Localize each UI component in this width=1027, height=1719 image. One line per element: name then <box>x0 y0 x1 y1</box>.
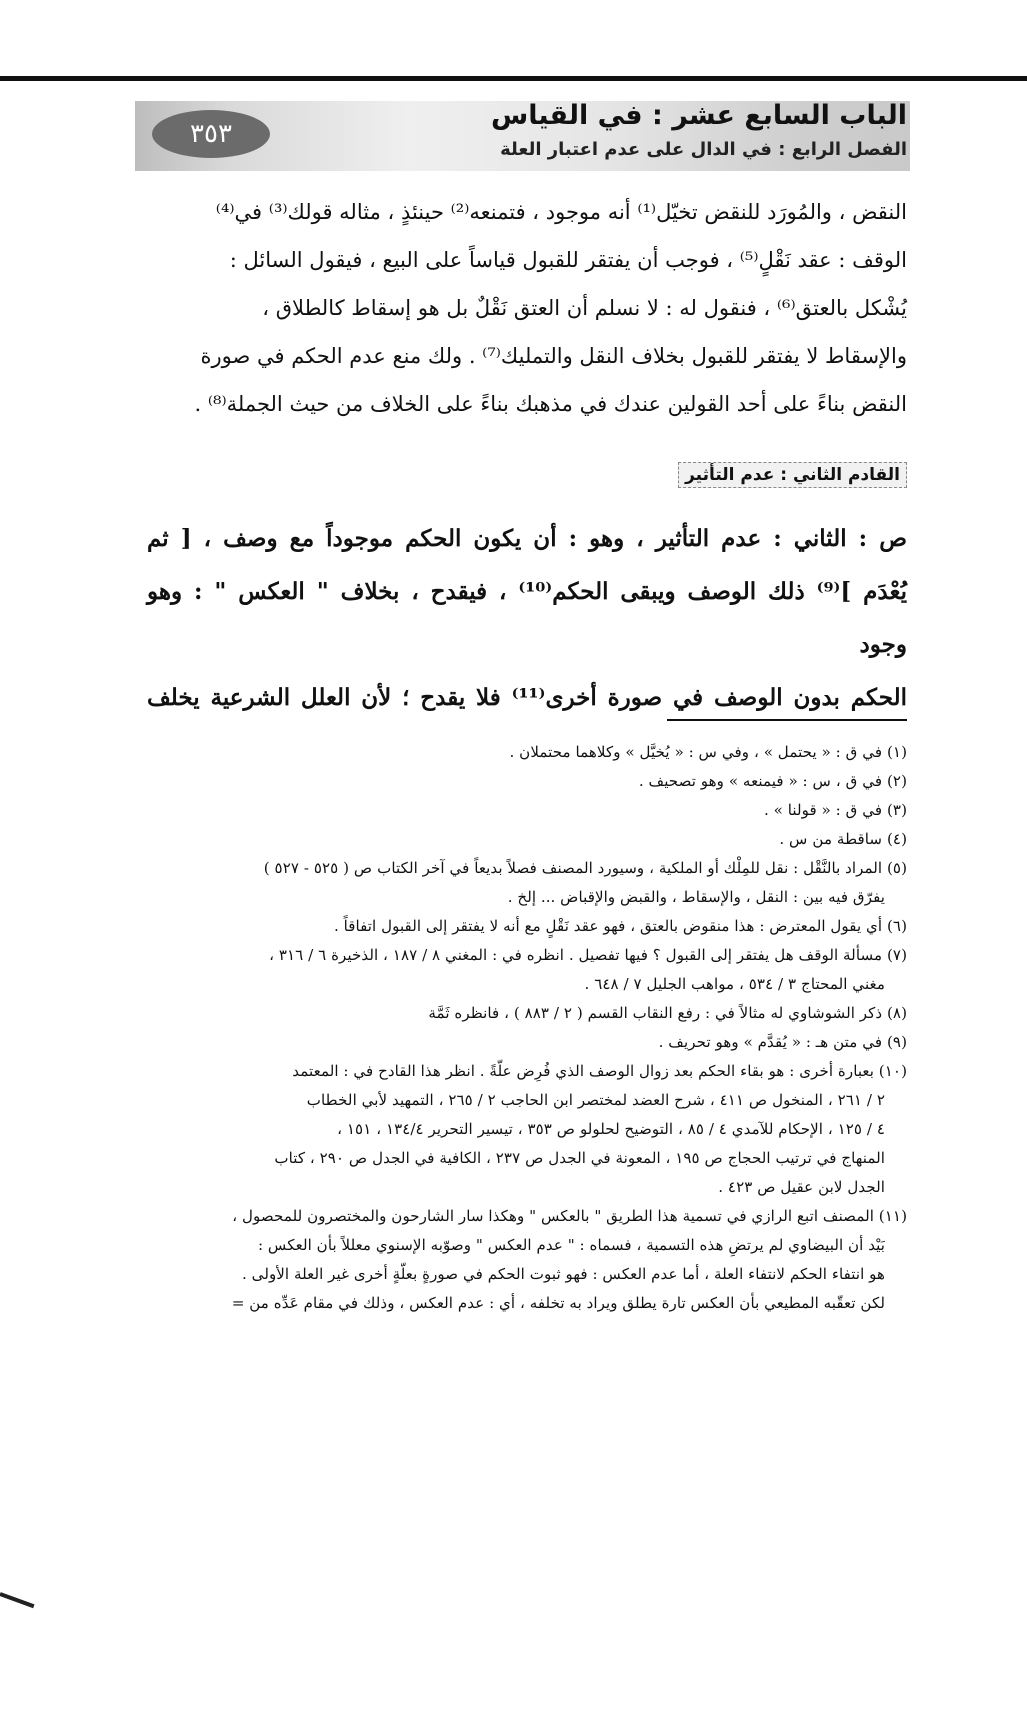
matn-text <box>147 512 907 724</box>
body-line: والإسقاط لا يفتقر للقبول بخلاف النقل والتمليك⁽⁷⁾ . ولك منع عدم الحكم في صورة <box>200 344 907 368</box>
footnote-line: (٧) مسألة الوقف هل يفتقر إلى القبول ؟ فيها تفصيل . انظره في : المغني ٨ / ١٨٧ ، الذخيرة ٦ / ٣١٦ ، <box>269 946 907 964</box>
footnote-line: (٤) ساقطة من س . <box>779 830 907 848</box>
footnote-line: بَيْد أن البيضاوي لم يرتضِ هذه التسمية ، فسماه : " عدم العكس " وصوّبه الإسنوي معللاً بأن العكس : <box>257 1236 885 1254</box>
matn-line: ص : الثاني : عدم التأثير ، وهو : أن يكون الحكم موجوداً مع وصف ، [ ثم <box>147 525 907 552</box>
footnote-line: الجدل لابن عقيل ص ٤٢٣ . <box>718 1178 885 1196</box>
matn-line: يُعْدَم ]⁽⁹⁾ ذلك الوصف ويبقى الحكم⁽¹⁰⁾ ، فيقدح ، بخلاف " العكس " : وهو وجود <box>147 578 907 658</box>
body-line: الوقف : عقد نَقْلٍ⁽⁵⁾ ، فوجب أن يفتقر للقبول قياساً على البيع ، فيقول السائل : <box>229 248 907 272</box>
footnote-line: (١١) المصنف اتبع الرازي في تسمية هذا الطريق " بالعكس " وهكذا سار الشارحون والمختصرون للمحصول ، <box>232 1207 907 1225</box>
top-rule <box>0 76 1027 81</box>
footnote-line: (٣) في ق : « قولنا » . <box>763 801 907 819</box>
body-line: النقض ، والمُورَد للنقض تخيّل⁽¹⁾ أنه موجود ، فتمنعه⁽²⁾ حينئذٍ ، مثاله قولك⁽³⁾ في⁽⁴⁾ <box>215 200 907 224</box>
footnote-line: (١٠) بعبارة أخرى : هو بقاء الحكم بعد زوال الوصف الذي فُرِض علّةً . انظر هذا القادح في : المعتمد <box>292 1062 907 1080</box>
footnote-line: لكن تعقّبه المطيعي بأن العكس تارة يطلق ويراد به تخلفه ، أي : عدم العكس ، وذلك في مقام عَدِّه من = <box>231 1294 885 1312</box>
page-number: ٣٥٣ <box>152 110 270 158</box>
footnote-line: هو انتفاء الحكم لانتفاء العلة ، أما عدم العكس : فهو ثبوت الحكم في صورةٍ بعلّةٍ أخرى غير العلة الأولى . <box>242 1265 885 1283</box>
footnote-line: (٢) في ق ، س : « فيمنعه » وهو تصحيف . <box>638 772 907 790</box>
footnote-separator <box>667 719 907 721</box>
section-subheading: القادم الثاني : عدم التأثير <box>678 462 907 488</box>
footnotes <box>140 738 907 1318</box>
chapter-title: الباب السابع عشر : في القياس <box>490 100 907 131</box>
footnote-line: مغني المحتاج ٣ / ٥٣٤ ، مواهب الجليل ٧ / ٦٤٨ . <box>584 975 885 993</box>
matn-line: الحكم بدون الوصف في صورة أخرى⁽¹¹⁾ فلا يقدح ؛ لأن العلل الشرعية يخلف <box>147 684 908 711</box>
footnote-line: ٤ / ١٢٥ ، الإحكام للآمدي ٤ / ٨٥ ، التوضيح لحلولو ص ٣٥٣ ، تيسير التحرير ١٣٤/٤ ، ١٥١ ، <box>337 1120 885 1138</box>
body-line: النقض بناءً على أحد القولين عندك في مذهبك بناءً على الخلاف من حيث الجملة⁽⁸⁾ . <box>194 392 907 416</box>
footnote-line: (٨) ذكر الشوشاوي له مثالاً في : رفع النقاب القسم ( ٢ / ٨٨٣ ) ، فانظره ثَمَّة <box>428 1004 907 1022</box>
footnote-line: يفرّق فيه بين : النقل ، والإسقاط ، والقبض والإقباض ... إلخ . <box>507 888 885 906</box>
section-title: الفصل الرابع : في الدال على عدم اعتبار العلة <box>500 139 907 160</box>
footnote-line: (٦) أي يقول المعترض : هذا منقوض بالعتق ، فهو عقد نَقْلٍ مع أنه لا يفتقر إلى القبول اتفاقاً . <box>333 917 907 935</box>
page-edge-mark <box>0 1592 35 1608</box>
footnote-line: (٥) المراد بالنَّقْل : نقل للمِلْك أو الملكية ، وسيورد المصنف فصلاً بديعاً في آخر الكتاب ص ( ٥٢٥ - ٥٢٧ ) <box>263 859 907 877</box>
footnote-line: (٩) في متن هـ : « يُقدَّم » وهو تحريف . <box>658 1033 907 1051</box>
body-line: يُشْكل بالعتق⁽⁶⁾ ، فنقول له : لا نسلم أن العتق نَقْلٌ بل هو إسقاط كالطلاق ، <box>262 296 907 320</box>
footnote-line: المنهاج في ترتيب الحجاج ص ١٩٥ ، المعونة في الجدل ص ٢٣٧ ، الكافية في الجدل ص ٢٩٠ ، كتاب <box>274 1149 885 1167</box>
footnote-line: ٢ / ٢٦١ ، المنخول ص ٤١١ ، شرح العضد لمختصر ابن الحاجب ٢ / ٢٦٥ ، التمهيد لأبي الخطاب <box>306 1091 885 1109</box>
footnote-line: (١) في ق : « يحتمل » ، وفي س : « يُخيَّل » وكلاهما محتملان . <box>509 743 907 761</box>
main-body-text <box>147 188 907 428</box>
